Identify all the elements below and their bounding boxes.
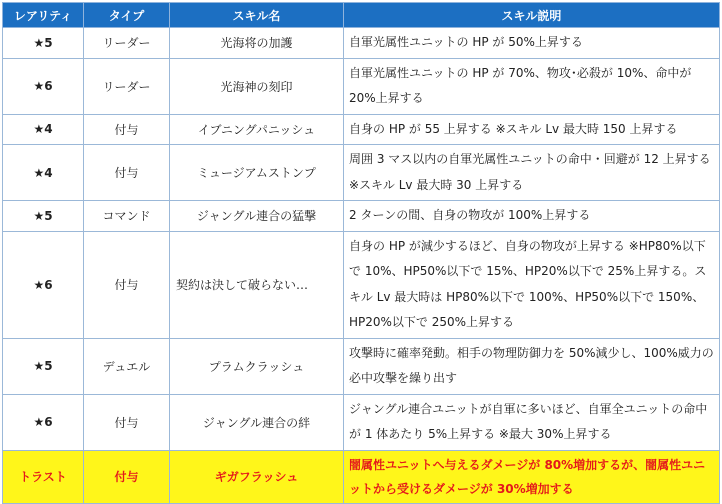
- rarity-cell: ★6: [3, 394, 84, 450]
- type-cell: コマンド: [84, 201, 170, 232]
- table-row: [3, 201, 720, 232]
- rarity-cell: ★5: [3, 201, 84, 232]
- skill-name-cell: 光海将の加護: [170, 28, 344, 59]
- skill-name-cell: イブニングパニッシュ: [170, 114, 344, 145]
- header-type: タイプ: [84, 3, 170, 28]
- type-cell: リーダー: [84, 58, 170, 114]
- rarity-cell: ★6: [3, 58, 84, 114]
- skill-name-cell: ミュージアムストンプ: [170, 145, 344, 201]
- header-skill-name: スキル名: [170, 3, 344, 28]
- skill-table: [2, 2, 720, 504]
- type-cell: 付与: [84, 394, 170, 450]
- type-cell: リーダー: [84, 28, 170, 59]
- skill-description-cell: 自軍光属性ユニットの HP が 70%、物攻･必殺が 10%、命中が 20%上昇する: [344, 58, 720, 114]
- header-row: [3, 3, 720, 28]
- skill-description-cell: 闇属性ユニットへ与えるダメージが 80%増加するが、闇属性ユニットから受けるダメージが 30%増加する: [344, 450, 720, 503]
- header-skill-description: スキル説明: [344, 3, 720, 28]
- type-cell: デュエル: [84, 338, 170, 394]
- table-row-trust: [3, 450, 720, 503]
- table-row: [3, 28, 720, 59]
- rarity-cell: ★5: [3, 338, 84, 394]
- type-cell: 付与: [84, 114, 170, 145]
- skill-description-cell: 自軍光属性ユニットの HP が 50%上昇する: [344, 28, 720, 59]
- skill-name-cell: ギガフラッシュ: [170, 450, 344, 503]
- skill-name-cell: プラムクラッシュ: [170, 338, 344, 394]
- table-row: [3, 338, 720, 394]
- skill-name-cell: 契約は決して破らない…: [170, 231, 344, 338]
- skill-description-cell: 2 ターンの間、自身の物攻が 100%上昇する: [344, 201, 720, 232]
- skill-name-cell: 光海神の刻印: [170, 58, 344, 114]
- type-cell: 付与: [84, 231, 170, 338]
- table-row: [3, 145, 720, 201]
- table-row: [3, 394, 720, 450]
- skill-name-cell: ジャングル連合の猛撃: [170, 201, 344, 232]
- header-rarity: レアリティ: [3, 3, 84, 28]
- rarity-cell: ★6: [3, 231, 84, 338]
- skill-description-cell: 自身の HP が 55 上昇する ※スキル Lv 最大時 150 上昇する: [344, 114, 720, 145]
- rarity-cell: ★4: [3, 145, 84, 201]
- table-row: [3, 231, 720, 338]
- table-row: [3, 58, 720, 114]
- skill-description-cell: 周囲 3 マス以内の自軍光属性ユニットの命中・回避が 12 上昇する ※スキル Lv 最大時 30 上昇する: [344, 145, 720, 201]
- rarity-cell: ★5: [3, 28, 84, 59]
- skill-description-cell: 自身の HP が減少するほど、自身の物攻が上昇する ※HP80%以下で 10%、HP50%以下で 15%、HP20%以下で 25%上昇する。スキル Lv 最大時は HP80%以下で 100%、HP50%以下で 150%、HP20%以下で 250%上昇する: [344, 231, 720, 338]
- type-cell: 付与: [84, 450, 170, 503]
- table-row: [3, 114, 720, 145]
- skill-name-cell: ジャングル連合の絆: [170, 394, 344, 450]
- rarity-cell: トラスト: [3, 450, 84, 503]
- skill-description-cell: 攻撃時に確率発動。相手の物理防御力を 50%減少し、100%威力の必中攻撃を繰り出す: [344, 338, 720, 394]
- type-cell: 付与: [84, 145, 170, 201]
- skill-description-cell: ジャングル連合ユニットが自軍に多いほど、自軍全ユニットの命中が 1 体あたり 5%上昇する ※最大 30%上昇する: [344, 394, 720, 450]
- rarity-cell: ★4: [3, 114, 84, 145]
